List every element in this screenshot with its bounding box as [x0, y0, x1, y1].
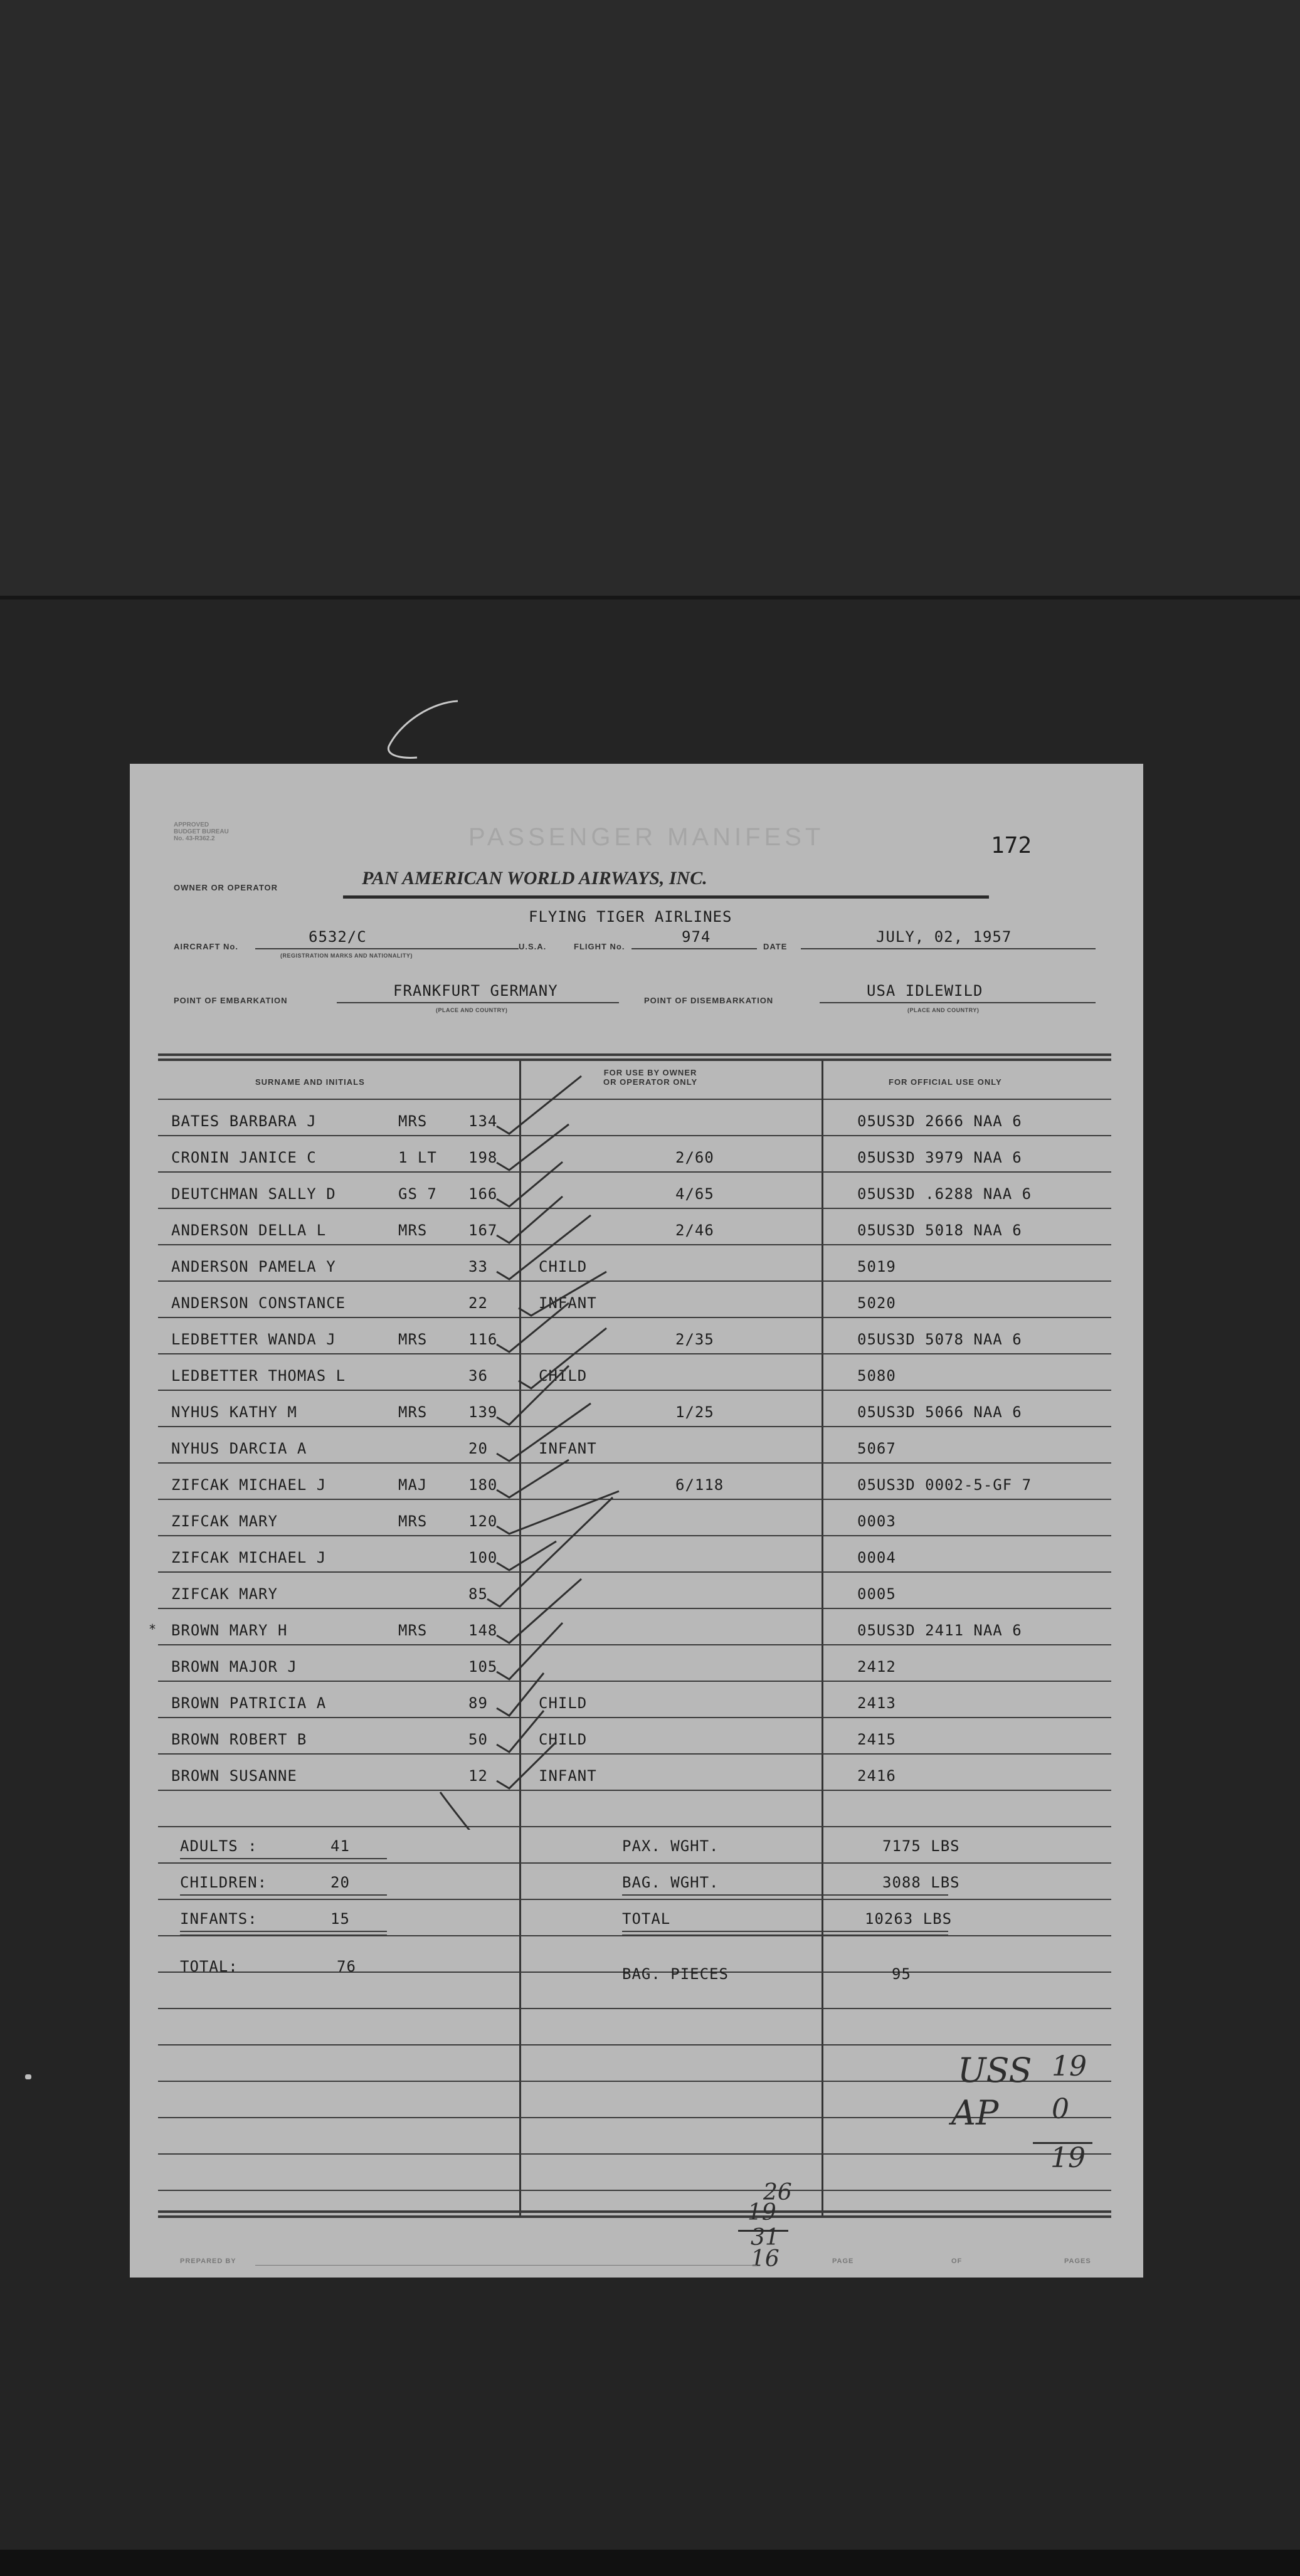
aircraft-label: AIRCRAFT No. [174, 942, 238, 951]
passenger-owner-use: 2/46 [675, 1222, 714, 1239]
page-number: 172 [991, 833, 1032, 858]
passenger-official-use: 05US3D 3979 NAA 6 [857, 1149, 1022, 1166]
handwritten-uss-label: USS [958, 2051, 1032, 2090]
children-label: CHILDREN: [180, 1874, 268, 1891]
handwritten-ap-value: 0 [1052, 2093, 1069, 2125]
scan-bottom-edge [0, 2550, 1300, 2576]
passenger-name: NYHUS KATHY M [171, 1403, 297, 1421]
passenger-name: ZIFCAK MARY [171, 1585, 278, 1603]
passenger-rank: MRS [398, 1403, 428, 1421]
scan-speck [25, 2074, 31, 2079]
passenger-weight: 100 [468, 1549, 498, 1566]
flight-label: FLIGHT No. [574, 942, 625, 951]
tick-marks [130, 764, 1143, 1830]
passenger-weight: 22 [468, 1294, 488, 1312]
embarkation-sub: (PLACE AND COUNTRY) [436, 1007, 508, 1013]
passenger-category: INFANT [539, 1767, 597, 1785]
passenger-name: BROWN ROBERT B [171, 1731, 307, 1748]
adults-value: 41 [330, 1837, 350, 1855]
passenger-weight: 167 [468, 1222, 498, 1239]
passenger-name: BATES BARBARA J [171, 1112, 317, 1130]
weight-total-value: 10263 LBS [865, 1910, 953, 1928]
passenger-weight: 134 [468, 1112, 498, 1130]
scan-background-top [0, 0, 1300, 596]
passenger-name: LEDBETTER WANDA J [171, 1331, 336, 1348]
passenger-official-use: 5067 [857, 1440, 896, 1457]
children-value: 20 [330, 1874, 350, 1891]
approved-stamp: APPROVED BUDGET BUREAU No. 43-R362.2 [174, 821, 229, 842]
aircraft-value: 6532/C [309, 928, 367, 946]
passenger-name: BROWN SUSANNE [171, 1767, 297, 1785]
passenger-name: LEDBETTER THOMAS L [171, 1367, 346, 1385]
total-label: TOTAL: [180, 1958, 238, 1975]
disembarkation-label: POINT OF DISEMBARKATION [644, 996, 774, 1005]
passenger-official-use: 0003 [857, 1512, 896, 1530]
passenger-rank: MRS [398, 1622, 428, 1639]
passenger-official-use: 0004 [857, 1549, 896, 1566]
passenger-name: ANDERSON CONSTANCE [171, 1294, 346, 1312]
passenger-official-use: 05US3D 5078 NAA 6 [857, 1331, 1022, 1348]
passenger-name: ZIFCAK MICHAEL J [171, 1549, 327, 1566]
passenger-category: CHILD [539, 1731, 588, 1748]
operator-typed: FLYING TIGER AIRLINES [529, 908, 732, 926]
owner-label: OWNER OR OPERATOR [174, 883, 278, 892]
flight-value: 974 [682, 928, 711, 946]
handwritten-uss-value: 19 [1052, 2051, 1087, 2082]
passenger-official-use: 5020 [857, 1294, 896, 1312]
handwritten-bottom-3: 31 [751, 2225, 779, 2251]
passenger-owner-use: 4/65 [675, 1185, 714, 1203]
passenger-official-use: 05US3D 0002-5-GF 7 [857, 1476, 1032, 1494]
passenger-official-use: 2415 [857, 1731, 896, 1748]
passenger-weight: 33 [468, 1258, 488, 1275]
embarkation-label: POINT OF EMBARKATION [174, 996, 288, 1005]
passenger-official-use: 05US3D 2666 NAA 6 [857, 1112, 1022, 1130]
total-value: 76 [337, 1958, 356, 1975]
passenger-weight: 148 [468, 1622, 498, 1639]
date-label: DATE [763, 942, 788, 951]
passenger-weight: 198 [468, 1149, 498, 1166]
handwritten-sum-value: 19 [1050, 2142, 1086, 2174]
passenger-weight: 12 [468, 1767, 488, 1785]
passenger-weight: 20 [468, 1440, 488, 1457]
passenger-weight: 166 [468, 1185, 498, 1203]
col-owner-use-header: FOR USE BY OWNER OR OPERATOR ONLY [603, 1068, 698, 1087]
passenger-name: BROWN PATRICIA A [171, 1694, 327, 1712]
passenger-weight: 85 [468, 1585, 488, 1603]
passenger-official-use: 05US3D 2411 NAA 6 [857, 1622, 1022, 1639]
col-surname-header: SURNAME AND INITIALS [255, 1077, 365, 1087]
passenger-official-use: 05US3D 5018 NAA 6 [857, 1222, 1022, 1239]
passenger-rank: MRS [398, 1222, 428, 1239]
passenger-category: INFANT [539, 1440, 597, 1457]
date-value: JULY, 02, 1957 [876, 928, 1012, 946]
disembarkation-value: USA IDLEWILD [867, 982, 983, 1000]
weight-total-label: TOTAL [622, 1910, 671, 1928]
handwritten-bottom-4: 16 [751, 2246, 779, 2272]
passenger-weight: 89 [468, 1694, 488, 1712]
passenger-rank: MRS [398, 1512, 428, 1530]
passenger-owner-use: 2/35 [675, 1331, 714, 1348]
usa-label: U.S.A. [519, 942, 547, 951]
passenger-rank: MAJ [398, 1476, 428, 1494]
bag-pieces-value: 95 [892, 1965, 911, 1983]
embarkation-value: FRANKFURT GERMANY [393, 982, 558, 1000]
passenger-weight: 36 [468, 1367, 488, 1385]
passenger-name: BROWN MAJOR J [171, 1658, 297, 1676]
passenger-category: INFANT [539, 1294, 597, 1312]
handwritten-ap-label: AP [951, 2093, 999, 2133]
aircraft-sub: (REGISTRATION MARKS AND NATIONALITY) [280, 953, 413, 959]
passenger-weight: 105 [468, 1658, 498, 1676]
passenger-official-use: 05US3D 5066 NAA 6 [857, 1403, 1022, 1421]
passenger-rank: MRS [398, 1331, 428, 1348]
pax-weight-value: 7175 LBS [882, 1837, 960, 1855]
passenger-rank: MRS [398, 1112, 428, 1130]
col-official-header: FOR OFFICIAL USE ONLY [889, 1077, 1002, 1087]
passenger-rank: GS 7 [398, 1185, 437, 1203]
footer-prepared-by: PREPARED BY [180, 2257, 236, 2265]
passenger-name: ZIFCAK MICHAEL J [171, 1476, 327, 1494]
passenger-name: ZIFCAK MARY [171, 1512, 278, 1530]
bag-pieces-label: BAG. PIECES [622, 1965, 729, 1983]
passenger-name: ANDERSON DELLA L [171, 1222, 327, 1239]
passenger-name: DEUTCHMAN SALLY D [171, 1185, 336, 1203]
infants-value: 15 [330, 1910, 350, 1928]
star-mark: * [149, 1622, 157, 1637]
bag-weight-value: 3088 LBS [882, 1874, 960, 1891]
disembarkation-sub: (PLACE AND COUNTRY) [907, 1007, 980, 1013]
passenger-name: BROWN MARY H [171, 1622, 288, 1639]
passenger-manifest-page [130, 764, 1143, 2278]
passenger-official-use: 5080 [857, 1367, 896, 1385]
owner-value-struck: PAN AMERICAN WORLD AIRWAYS, INC. [362, 868, 707, 889]
footer-page: PAGE [832, 2257, 854, 2265]
handwritten-bottom-2: 19 [748, 2200, 776, 2225]
passenger-weight: 180 [468, 1476, 498, 1494]
form-title: PASSENGER MANIFEST [468, 823, 825, 851]
passenger-name: CRONIN JANICE C [171, 1149, 317, 1166]
passenger-official-use: 0005 [857, 1585, 896, 1603]
passenger-weight: 116 [468, 1331, 498, 1348]
passenger-weight: 50 [468, 1731, 488, 1748]
passenger-category: CHILD [539, 1694, 588, 1712]
footer-of: OF [951, 2257, 963, 2265]
passenger-owner-use: 2/60 [675, 1149, 714, 1166]
footer-pages: PAGES [1064, 2257, 1091, 2265]
passenger-category: CHILD [539, 1258, 588, 1275]
infants-label: INFANTS: [180, 1910, 258, 1928]
passenger-official-use: 2412 [857, 1658, 896, 1676]
handwritten-bottom-1: 26 [763, 2180, 792, 2205]
passenger-name: NYHUS DARCIA A [171, 1440, 307, 1457]
passenger-official-use: 2416 [857, 1767, 896, 1785]
passenger-weight: 120 [468, 1512, 498, 1530]
passenger-rank: 1 LT [398, 1149, 437, 1166]
bag-weight-label: BAG. WGHT. [622, 1874, 719, 1891]
passenger-official-use: 2413 [857, 1694, 896, 1712]
passenger-owner-use: 1/25 [675, 1403, 714, 1421]
pax-weight-label: PAX. WGHT. [622, 1837, 719, 1855]
passenger-official-use: 05US3D .6288 NAA 6 [857, 1185, 1032, 1203]
adults-label: ADULTS : [180, 1837, 258, 1855]
passenger-weight: 139 [468, 1403, 498, 1421]
passenger-category: CHILD [539, 1367, 588, 1385]
passenger-official-use: 5019 [857, 1258, 896, 1275]
stray-pen-mark [376, 696, 464, 765]
passenger-name: ANDERSON PAMELA Y [171, 1258, 336, 1275]
passenger-owner-use: 6/118 [675, 1476, 724, 1494]
